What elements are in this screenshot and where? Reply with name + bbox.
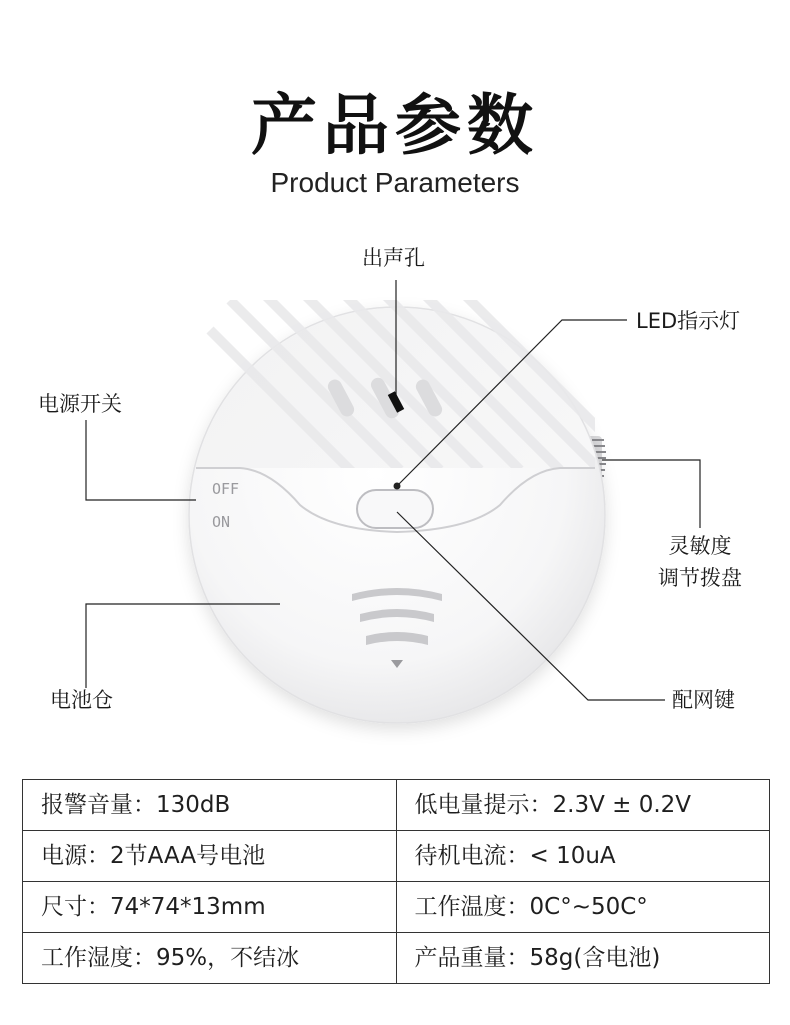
spec-table — [22, 779, 770, 984]
table-row — [23, 831, 770, 882]
pair-button[interactable] — [357, 490, 433, 528]
spec-cell: 低电量提示：2.3V ± 0.2V — [396, 780, 770, 831]
table-row — [23, 780, 770, 831]
spec-cell: 电源：2节AAA号电池 — [23, 831, 397, 882]
spec-cell: 工作湿度：95%，不结冰 — [23, 933, 397, 984]
spec-cell: 待机电流：< 10uA — [396, 831, 770, 882]
spec-cell: 工作温度：0C°~50C° — [396, 882, 770, 933]
page-title: 产品参数 — [251, 87, 539, 164]
page-subtitle: Product Parameters — [270, 167, 520, 198]
callout-sensitivity-line2: 调节拨盘 — [658, 566, 742, 590]
callout-led: LED指示灯 — [636, 309, 741, 333]
switch-on-text: ON — [212, 513, 231, 531]
callout-power-switch: 电源开关 — [38, 392, 122, 416]
callout-battery: 电池仓 — [50, 688, 113, 712]
table-row — [23, 933, 770, 984]
spec-cell: 报警音量：130dB — [23, 780, 397, 831]
callout-sensitivity-line1: 灵敏度 — [668, 534, 732, 558]
spec-cell: 产品重量：58g(含电池) — [396, 933, 770, 984]
spec-cell: 尺寸：74*74*13mm — [23, 882, 397, 933]
switch-off-text: OFF — [212, 480, 240, 498]
table-row — [23, 882, 770, 933]
callout-pair-button: 配网键 — [672, 688, 735, 712]
callout-sound-hole: 出声孔 — [362, 246, 425, 270]
